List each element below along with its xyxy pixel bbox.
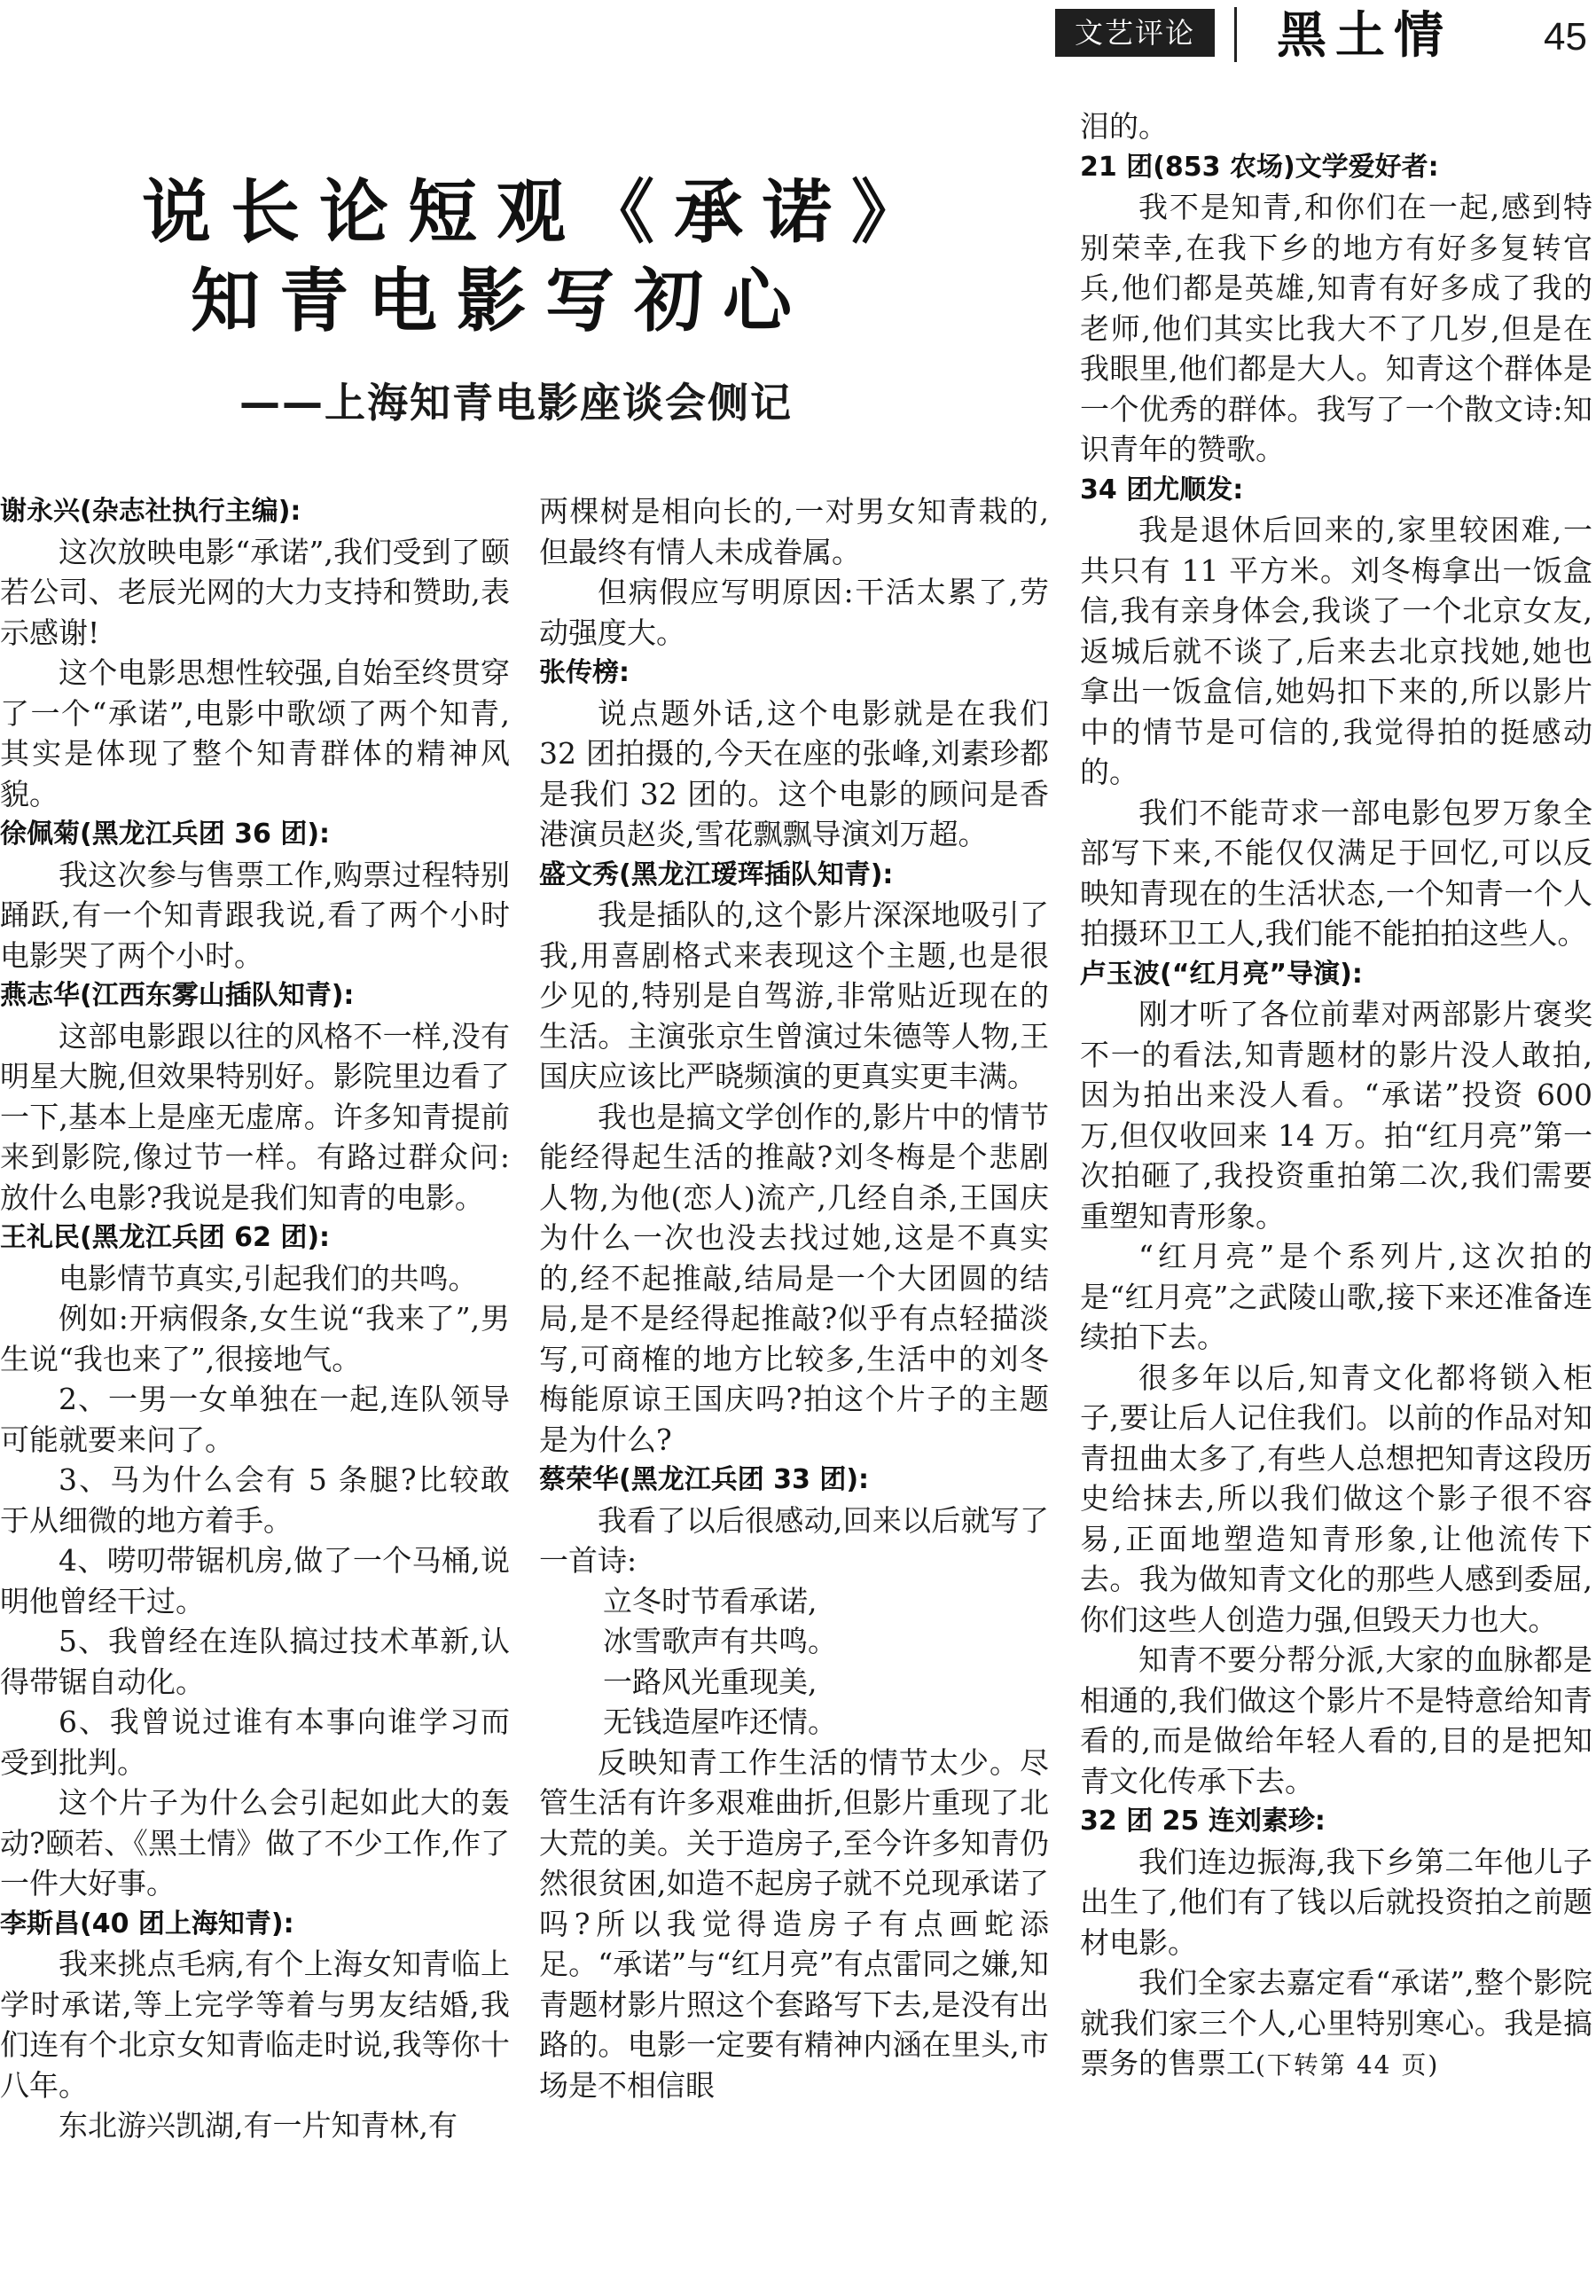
body-paragraph: 我们全家去嘉定看“承诺”,整个影院就我们家三个人,心里特别寒心。我是搞票务的售票工(下转第 44 页) (1080, 1965, 1592, 2081)
page-number: 45 (1544, 15, 1587, 59)
page-header (0, 0, 1596, 80)
text-column-1 (0, 491, 510, 2146)
body-paragraph: 我这次参与售票工作,购票过程特别踊跃,有一个知青跟我说,看了两个小时电影哭了两个小时。 (0, 857, 510, 973)
body-paragraph: 我不是知青,和你们在一起,感到特别荣幸,在我下乡的地方有好多复转官兵,他们都是英雄,知青有好多成了我的老师,他们其实比我大不了几岁,但是在我眼里,他们都是大人。知青这个群体是一个优秀的群体。我写了一个散文诗:知识青年的赞歌。 (1080, 190, 1592, 466)
body-paragraph: 我来挑点毛病,有个上海女知青临上学时承诺,等上完学等着与男友结婚,我们连有个北京女知青临走时说,我等你十八年。 (0, 1947, 510, 2103)
speaker-heading: 32 团 25 连刘素珍: (1080, 1806, 1326, 1837)
body-paragraph: 刚才听了各位前辈对两部影片褒奖不一的看法,知青题材的影片没人敢拍,因为拍出来没人看。“承诺”投资 600 万,但仅收回来 14 万。拍“红月亮”第一次拍砸了,我投资重拍第二次,我们需要重塑知青形象。 (1080, 997, 1592, 1234)
body-paragraph: 这个片子为什么会引起如此大的轰动?颐若、《黑土情》做了不少工作,作了一件大好事。 (0, 1785, 510, 1900)
body-paragraph: 我是退休后回来的,家里较困难,一共只有 11 平方米。刘冬梅拿出一饭盒信,我有亲身体会,我谈了一个北京女友,返城后就不谈了,后来去北京找她,她也拿出一饭盒信,她妈扣下来的,所以影片中的情节是可信的,我觉得拍的挺感动的。 (1080, 513, 1592, 789)
speaker-heading: 盛文秀(黑龙江瑷珲插队知青): (539, 858, 894, 890)
article-title-line-1: 说长论短观《承诺》 (141, 172, 940, 253)
poem-line: 冰雪歌声有共鸣。 (603, 1624, 837, 1658)
body-paragraph: 很多年以后,知青文化都将锁入柜子,要让后人记住我们。以前的作品对知青扭曲太多了,有些人总想把知青这段历史给抹去,所以我们做这个影子很不容易,正面地塑造知青形象,让他流传下去。我为做知青文化的那些人感到委屈,你们这些人创造力强,但毁天力也大。 (1080, 1360, 1592, 1637)
speaker-heading: 卢玉波(“红月亮”导演): (1080, 958, 1363, 990)
article-title-line-2: 知青电影写初心 (190, 261, 811, 341)
header-divider (1234, 7, 1237, 62)
article-title-block (0, 168, 1064, 427)
body-paragraph: 反映知青工作生活的情节太少。尽管生活有许多艰难曲折,但影片重现了北大荒的美。关于造房子,至今许多知青仍然很贫困,如造不起房子就不兑现承诺了吗?所以我觉得造房子有点画蛇添足。“承诺”与“红月亮”有点雷同之嫌,知青题材影片照这个套路写下去,是没有出路的。电影一定要有精神内涵在里头,市场是不相信眼 (539, 1744, 1049, 2103)
body-paragraph: 东北游兴凯湖,有一片知青林,有 (59, 2108, 458, 2143)
speaker-heading: 蔡荣华(黑龙江兵团 33 团): (539, 1464, 870, 1495)
text-column-2 (539, 491, 1049, 2105)
speaker-heading: 谢永兴(杂志社执行主编): (0, 496, 301, 527)
body-paragraph: 这个电影思想性较强,自始至终贯穿了一个“承诺”,电影中歌颂了两个知青,其实是体现了整个知青群体的精神风貌。 (0, 655, 510, 811)
body-paragraph: 我们连边振海,我下乡第二年他儿子出生了,他们有了钱以后就投资拍之前题材电影。 (1080, 1844, 1592, 1960)
body-paragraph: 2、一男一女单独在一起,连队领导可能就要来问了。 (0, 1382, 510, 1457)
body-paragraph: “红月亮”是个系列片,这次拍的是“红月亮”之武陵山歌,接下来还准备连续拍下去。 (1080, 1239, 1592, 1354)
body-paragraph: 电影情节真实,引起我们的共鸣。 (59, 1260, 478, 1296)
body-paragraph: 4、唠叨带锯机房,做了一个马桶,说明他曾经干过。 (0, 1543, 510, 1618)
body-paragraph: 我是插队的,这个影片深深地吸引了我,用喜剧格式来表现这个主题,也是很少见的,特别是自驾游,非常贴近现在的生活。主演张京生曾演过朱德等人物,王国庆应该比严晓频演的更真实更丰满。 (539, 897, 1049, 1093)
speaker-heading: 徐佩菊(黑龙江兵团 36 团): (0, 819, 331, 850)
masthead-logo: 黑土情 (1277, 6, 1452, 65)
text-column-3 (1080, 106, 1592, 2086)
continued-note: (下转第 44 页) (1256, 2050, 1440, 2080)
body-paragraph: 我也是搞文学创作的,影片中的情节能经得起生活的推敲?刘冬梅是个悲剧人物,为他(恋人)流产,几经自杀,王国庆为什么一次也没去找过她,这是不真实的,经不起推敲,结局是一个大团圆的结局,是不是经得起推敲?似乎有点轻描淡写,可商榷的地方比较多,生活中的刘冬梅能原谅王国庆吗?拍这个片子的主题是为什么? (539, 1099, 1049, 1457)
body-paragraph: 但病假应写明原因:干活太累了,劳动强度大。 (539, 575, 1049, 650)
body-paragraph: 5、我曾经在连队搞过技术革新,认得带锯自动化。 (0, 1624, 510, 1699)
body-paragraph: 例如:开病假条,女生说“我来了”,男生说“我也来了”,很接地气。 (0, 1301, 510, 1376)
speaker-heading: 王礼民(黑龙江兵团 62 团): (0, 1222, 331, 1253)
speaker-heading: 34 团尤顺发: (1080, 474, 1244, 505)
continued-paragraph: 泪的。 (1080, 109, 1168, 144)
body-paragraph: 这次放映电影“承诺”,我们受到了颐若公司、老辰光网的大力支持和赞助,表示感谢! (0, 534, 510, 650)
continued-paragraph: 两棵树是相向长的,一对男女知青栽的,但最终有情人未成眷属。 (539, 494, 1049, 569)
body-paragraph: 知青不要分帮分派,大家的血脉都是相通的,我们做这个影片不是特意给知青看的,而是做给年轻人看的,目的是把知青文化传承下去。 (1080, 1642, 1592, 1798)
speaker-heading: 燕志华(江西东雾山插队知青): (0, 980, 355, 1011)
body-paragraph: 我看了以后很感动,回来以后就写了一首诗: (539, 1502, 1049, 1578)
body-paragraph: 6、我曾说过谁有本事向谁学习而受到批判。 (0, 1704, 510, 1780)
poem-line: 无钱造屋咋还情。 (603, 1704, 837, 1739)
section-tag: 文艺评论 (1055, 9, 1215, 57)
poem-line: 立冬时节看承诺, (603, 1583, 818, 1618)
body-paragraph: 这部电影跟以往的风格不一样,没有明星大腕,但效果特别好。影院里边看了一下,基本上是座无虚席。许多知青提前来到影院,像过节一样。有路过群众问:放什么电影?我说是我们知青的电影。 (0, 1018, 510, 1215)
body-paragraph: 我们不能苛求一部电影包罗万象全部写下来,不能仅仅满足于回忆,可以反映知青现在的生活状态,一个知青一个人拍摄环卫工人,我们能不能拍拍这些人。 (1080, 795, 1592, 951)
article-subtitle: ——上海知青电影座谈会侧记 (239, 379, 793, 427)
body-paragraph: 说点题外话,这个电影就是在我们 32 团拍摄的,今天在座的张峰,刘素珍都是我们 32 团的。这个电影的顾问是香港演员赵炎,雪花飘飘导演刘万超。 (539, 695, 1049, 851)
speaker-heading: 李斯昌(40 团上海知青): (0, 1908, 294, 1939)
speaker-heading: 张传榜: (539, 657, 630, 688)
speaker-heading: 21 团(853 农场)文学爱好者: (1080, 151, 1439, 183)
poem-line: 一路风光重现美, (603, 1664, 818, 1699)
body-paragraph: 3、马为什么会有 5 条腿?比较敢于从细微的地方着手。 (0, 1462, 510, 1538)
